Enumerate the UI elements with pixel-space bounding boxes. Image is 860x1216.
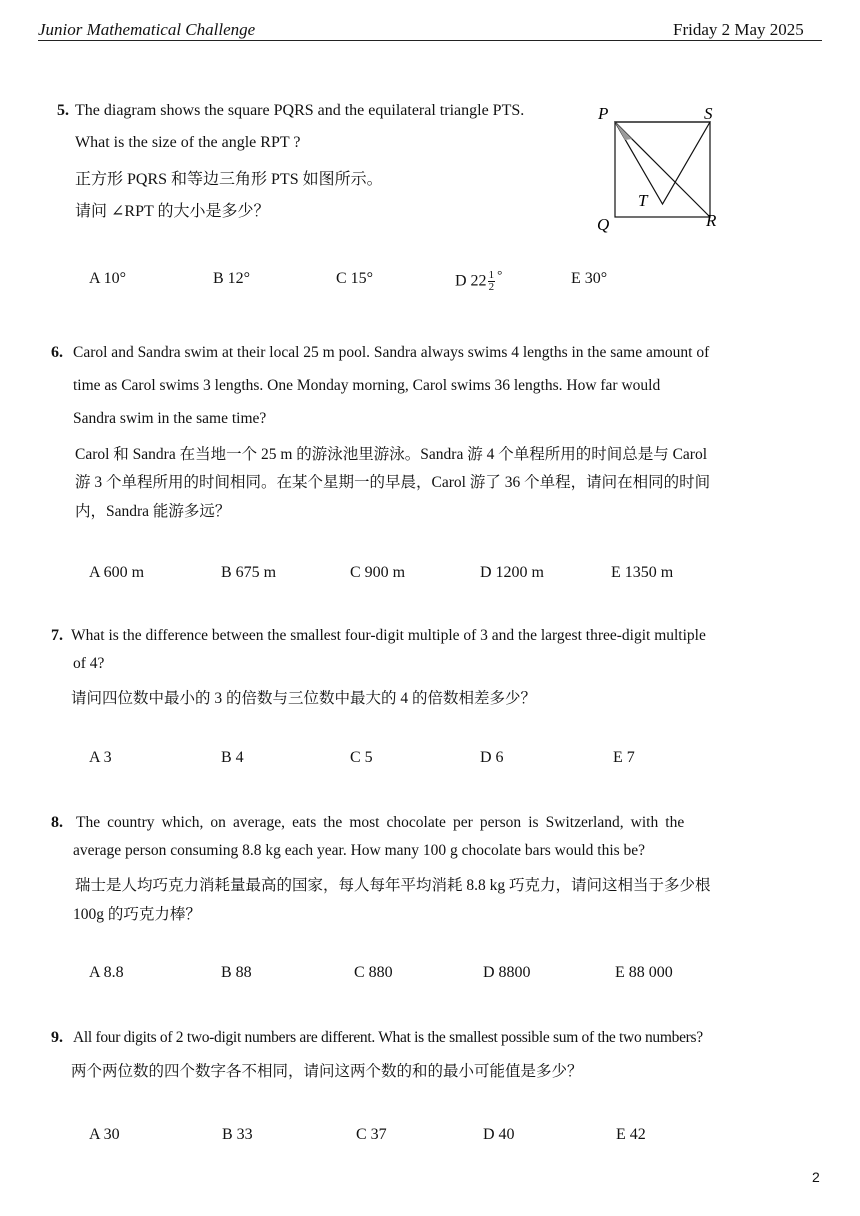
- q7-option-b[interactable]: B 4: [221, 749, 244, 766]
- q5-diagram: [590, 100, 730, 235]
- triangle-pts: [615, 122, 710, 204]
- q5-text-zh-1: 正方形 PQRS 和等边三角形 PTS 如图所示。: [75, 171, 383, 188]
- q7-option-a[interactable]: A 3: [89, 749, 112, 766]
- q6-text-zh-3: 内，Sandra 能游多远？: [75, 503, 231, 520]
- q5-text-en-2: What is the size of the angle RPT ?: [75, 134, 301, 151]
- q8-option-a[interactable]: A 8.8: [89, 964, 124, 981]
- q6-text-zh-1: Carol 和 Sandra 在当地一个 25 m 的游泳池里游泳。Sandra 游 4 个单程所用的时间总是与 Carol: [75, 446, 708, 463]
- q9-option-c[interactable]: C 37: [356, 1126, 387, 1143]
- q6-text-zh-2: 游 3 个单程所用的时间相同。在某个星期一的早晨，Carol 游了 36 个单程，请问在相同的时间: [75, 474, 711, 491]
- contest-title: Junior Mathematical Challenge: [38, 20, 256, 39]
- q7-text-zh-1: 请问四位数中最小的 3 的倍数与三位数中最大的 4 的倍数相差多少？: [71, 690, 537, 707]
- q6-text-en-1: Carol and Sandra swim at their local 25 m pool. Sandra always swims 4 lengths in the same amount of: [73, 344, 710, 361]
- q7-option-c[interactable]: C 5: [350, 749, 373, 766]
- q5-text-en-1: The diagram shows the square PQRS and the equilateral triangle PTS.: [75, 102, 525, 119]
- q9-number: 9.: [51, 1029, 63, 1046]
- q9-text-zh-1: 两个两位数的四个数字各不相同，请问这两个数的和的最小可能值是多少？: [71, 1063, 583, 1080]
- q6-option-b[interactable]: B 675 m: [221, 564, 277, 581]
- q6-option-d[interactable]: D 1200 m: [480, 564, 544, 581]
- q8-option-d[interactable]: D 8800: [483, 964, 531, 981]
- q6-text-en-3: Sandra swim in the same time?: [73, 410, 267, 427]
- q7-text-en-1: What is the difference between the smallest four-digit multiple of 3 and the largest three-digit multiple: [71, 627, 706, 644]
- q8-text-en-2: average person consuming 8.8 kg each year. How many 100 g chocolate bars would this be?: [73, 842, 646, 859]
- label-r: R: [706, 211, 717, 230]
- q8-text-zh-2: 100g 的巧克力棒？: [73, 906, 201, 923]
- q6-option-e[interactable]: E 1350 m: [611, 564, 674, 581]
- q6-text-en-2: time as Carol swims 3 lengths. One Monday morning, Carol swims 36 lengths. How far would: [73, 377, 661, 394]
- q7-number: 7.: [51, 627, 63, 644]
- q5-option-d-whole: D 22: [455, 272, 487, 290]
- label-t: T: [638, 191, 648, 210]
- header-divider: [38, 40, 822, 41]
- q8-option-b[interactable]: B 88: [221, 964, 252, 981]
- q8-option-e[interactable]: E 88 000: [615, 964, 673, 981]
- q5-option-b[interactable]: B 12°: [213, 270, 251, 287]
- q9-option-d[interactable]: D 40: [483, 1126, 515, 1143]
- label-s: S: [704, 104, 713, 123]
- q5-text-zh-2: 请问 ∠RPT 的大小是多少？: [75, 203, 270, 220]
- q7-option-e[interactable]: E 7: [613, 749, 635, 766]
- q5-option-c[interactable]: C 15°: [336, 270, 374, 287]
- q9-option-e[interactable]: E 42: [616, 1126, 646, 1143]
- page-number: 2: [812, 1169, 820, 1185]
- q5-option-a[interactable]: A 10°: [89, 270, 127, 287]
- q5-option-d-fraction: [488, 270, 496, 293]
- q9-option-b[interactable]: B 33: [222, 1126, 253, 1143]
- q5-option-e[interactable]: E 30°: [571, 270, 608, 287]
- fraction-numerator: 1: [488, 269, 495, 282]
- q7-text-en-2: of 4?: [73, 655, 105, 672]
- fraction-denominator: 2: [488, 281, 495, 294]
- q5-number: 5.: [57, 102, 69, 119]
- contest-date: Friday 2 May 2025: [673, 20, 804, 39]
- q6-option-c[interactable]: C 900 m: [350, 564, 406, 581]
- q8-text-zh-1: 瑞士是人均巧克力消耗量最高的国家，每人每年平均消耗 8.8 kg 巧克力，请问这相当于多少根: [75, 877, 711, 894]
- q8-text-en-1: The country which, on average, eats the most chocolate per person is Switzerland, with the: [76, 814, 685, 831]
- degree-sign: °: [497, 267, 503, 282]
- q5-option-d[interactable]: [455, 267, 502, 293]
- label-p: P: [598, 104, 609, 123]
- q8-number: 8.: [51, 814, 63, 831]
- q6-number: 6.: [51, 344, 63, 361]
- q7-option-d[interactable]: D 6: [480, 749, 504, 766]
- q8-option-c[interactable]: C 880: [354, 964, 393, 981]
- q9-option-a[interactable]: A 30: [89, 1126, 120, 1143]
- q6-option-a[interactable]: A 600 m: [89, 564, 145, 581]
- q9-text-en-1: All four digits of 2 two-digit numbers are different. What is the smallest possible sum of the two numbers?: [73, 1029, 703, 1046]
- label-q: Q: [597, 215, 610, 234]
